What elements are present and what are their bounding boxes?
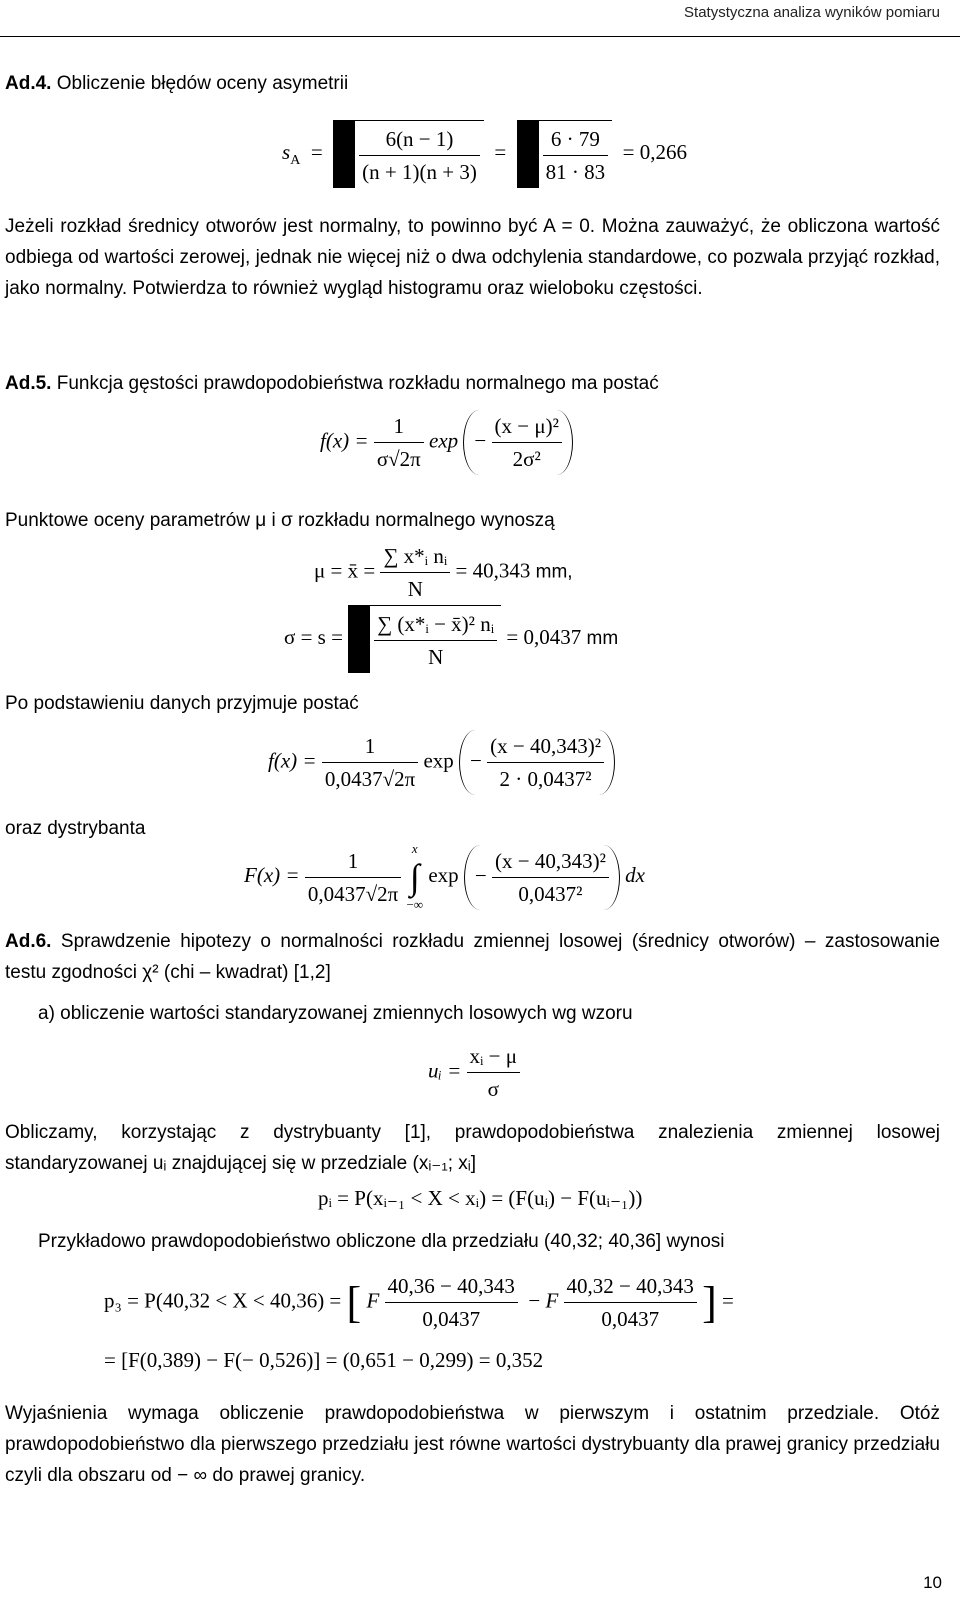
p3-den-b: 0,0437: [601, 1307, 660, 1331]
p3-lhs: p₃ = P(40,32 < X < 40,36) =: [104, 1288, 347, 1313]
ad4-heading: [5, 68, 940, 99]
ad6-label: Ad.6.: [5, 931, 52, 952]
f-subst-den: 0,0437√2π: [324, 767, 416, 791]
sigma-value: = 0,0437: [506, 624, 582, 649]
sigma-num: ∑ (x*ᵢ − x̄)² nᵢ: [374, 608, 497, 641]
p3-line-2: = [F(0,389) − F(− 0,526)] = (0,651 − 0,299) = 0,352: [104, 1348, 544, 1372]
cdf-upper: x: [411, 841, 418, 856]
sigma-den: N: [428, 645, 444, 669]
sigma-sqrt: [348, 605, 501, 673]
cdf-exp: exp: [428, 862, 459, 887]
p-formula: pᵢ = P(xᵢ₋₁ < X < xᵢ) = (F(uᵢ) − F(uᵢ₋₁)): [318, 1186, 643, 1210]
sigma-formula: [284, 605, 618, 673]
f-subst-exponent: − $\frac{\text{(x − 40,343)²}}{\text{2 · 0,0437²}}$: [459, 730, 615, 795]
ad5-intro: Funkcja gęstości prawdopodobieństwa rozkładu normalnego ma postać: [56, 373, 659, 394]
density-exponent: − $\frac{\text{(x − μ)²}}{\text{2σ²}}$: [463, 410, 572, 475]
example-text: Przykładowo prawdopodobieństwo obliczone dla przedziału (40,32; 40,36] wynosi: [38, 1231, 725, 1252]
ad4-den2: 81 · 83: [545, 160, 606, 184]
ad6-paragraph-1: Obliczamy, korzystając z dystrybuanty [1], prawdopodobieństwa znalezienia zmiennej losowej standaryzowanej uᵢ znajdującej się w przedziale (xᵢ₋₁; xᵢ]: [5, 1122, 940, 1174]
mu-formula: [314, 540, 573, 605]
ad4-lhs-sub: A: [290, 152, 301, 168]
cdf-integral: [406, 840, 423, 914]
density-formula: [320, 410, 573, 475]
cdf-lower: −∞: [406, 897, 424, 912]
ad5-label: Ad.5.: [5, 373, 52, 394]
p3-line-1: p₃ = P(40,32 < X < 40,36) = [ F $\frac{40,36 - 40,343}{0,0437}$ − F $\frac{40,32 - 40,343}{0,0437}$ ] =: [104, 1270, 734, 1335]
mu-lhs: μ = x̄ =: [314, 558, 376, 583]
density-den: σ√2π: [376, 447, 421, 471]
u-num: xᵢ − μ: [467, 1040, 521, 1073]
sigma-lhs: σ = s =: [284, 624, 343, 649]
ad4-paragraph: Jeżeli rozkład średnicy otworów jest normalny, to powinno być A = 0. Można zauważyć, że obliczona wartość odbiega od wartości zerowej, jednak nie więcej niż o dwa odchylenia standardowe, co pozwala przyjąć rozkład, jako normalny. Potwierdza to również wygląd histogramu oraz wieloboku częstości.: [5, 216, 940, 299]
ad4-formula: $s_A$ = $\frac{6(n - 1)}{(n + 1)(n + 3)}$ = $\frac{6 \cdot 79}{81 \cdot 83}$ = 0,266: [282, 120, 687, 188]
f-subst-exp: exp: [423, 748, 454, 773]
cdf-den: 0,0437√2π: [307, 881, 399, 906]
page-number: 10: [923, 1573, 942, 1592]
density-enum: (x − μ)²: [492, 410, 562, 443]
ad6-paragraph-2: Wyjaśnienia wymaga obliczenie prawdopodobieństwa w pierwszym i ostatnim przedziale. Otóż prawdopodobieństwo dla pierwszego przedziału jest równe wartości dystrybuanty dla prawej granicy przedziału czyli dla obszaru od − ∞ do prawej granicy.: [5, 1403, 940, 1486]
ad4-num1: 6(n − 1): [359, 123, 480, 156]
cdf-num: 1: [305, 845, 401, 878]
f-subst-formula: [268, 730, 615, 795]
header-rule: [0, 36, 960, 37]
u-den: σ: [487, 1077, 499, 1101]
integral-sign: ∫: [409, 857, 420, 897]
p3-num-b: 40,32 − 40,343: [564, 1270, 697, 1303]
ad6-heading: [5, 926, 940, 988]
ad4-label: Ad.4.: [5, 73, 52, 94]
sigma-unit: mm: [586, 627, 619, 649]
cdf-lhs: F(x) =: [244, 862, 300, 887]
u-lhs: uᵢ =: [428, 1058, 462, 1083]
cdf-text: oraz dystrybanta: [5, 818, 146, 839]
mu-value: = 40,343: [455, 558, 531, 583]
ad6-intro: Sprawdzenie hipotezy o normalności rozkładu zmiennej losowej (średnicy otworów) – zastosowanie testu zgodności χ² (chi – kwadrat) [1,2]: [5, 931, 940, 983]
ad4-title: Obliczenie błędów oceny asymetrii: [56, 73, 349, 94]
ad4-sqrt-1: [333, 120, 484, 188]
cdf-enum: (x − 40,343)²: [492, 845, 609, 878]
ad4-result: 0,266: [639, 139, 688, 164]
f-subst-enum: (x − 40,343)²: [487, 730, 604, 763]
mu-den: N: [407, 577, 423, 601]
f-subst-eden: 2 · 0,0437²: [499, 767, 592, 791]
ad4-sqrt-2: [517, 120, 613, 188]
mu-num: ∑ x*ᵢ nᵢ: [380, 540, 450, 573]
p3-num-a: 40,36 − 40,343: [385, 1270, 518, 1303]
running-header: Statystyczna analiza wyników pomiaru: [684, 4, 940, 21]
cdf-exponent: − $\frac{\text{(x − 40,343)²}}{\text{0,0437²}}$: [464, 845, 620, 910]
cdf-dx: dx: [625, 862, 645, 887]
subst-text: Po podstawieniu danych przyjmuje postać: [5, 693, 359, 714]
params-text: Punktowe oceny parametrów μ i σ rozkładu normalnego wynoszą: [5, 510, 555, 531]
p3-den-a: 0,0437: [422, 1307, 481, 1331]
f-subst-num: 1: [322, 730, 418, 763]
density-num: 1: [374, 410, 424, 443]
cdf-eden: 0,0437²: [518, 881, 583, 906]
u-formula: [428, 1040, 520, 1105]
ad6-item-a: a) obliczenie wartości standaryzowanej zmiennych losowych wg wzoru: [38, 1003, 633, 1024]
density-exp: exp: [429, 428, 459, 453]
density-lhs: f(x) =: [320, 428, 369, 453]
ad4-num2: 6 · 79: [543, 123, 609, 156]
density-eden: 2σ²: [512, 447, 541, 471]
cdf-formula: [244, 840, 645, 914]
f-subst-lhs: f(x) =: [268, 748, 317, 773]
ad5-heading: [5, 368, 940, 399]
ad4-lhs: s: [282, 139, 291, 164]
mu-unit: mm,: [535, 561, 573, 583]
ad4-den1: (n + 1)(n + 3): [362, 160, 477, 184]
